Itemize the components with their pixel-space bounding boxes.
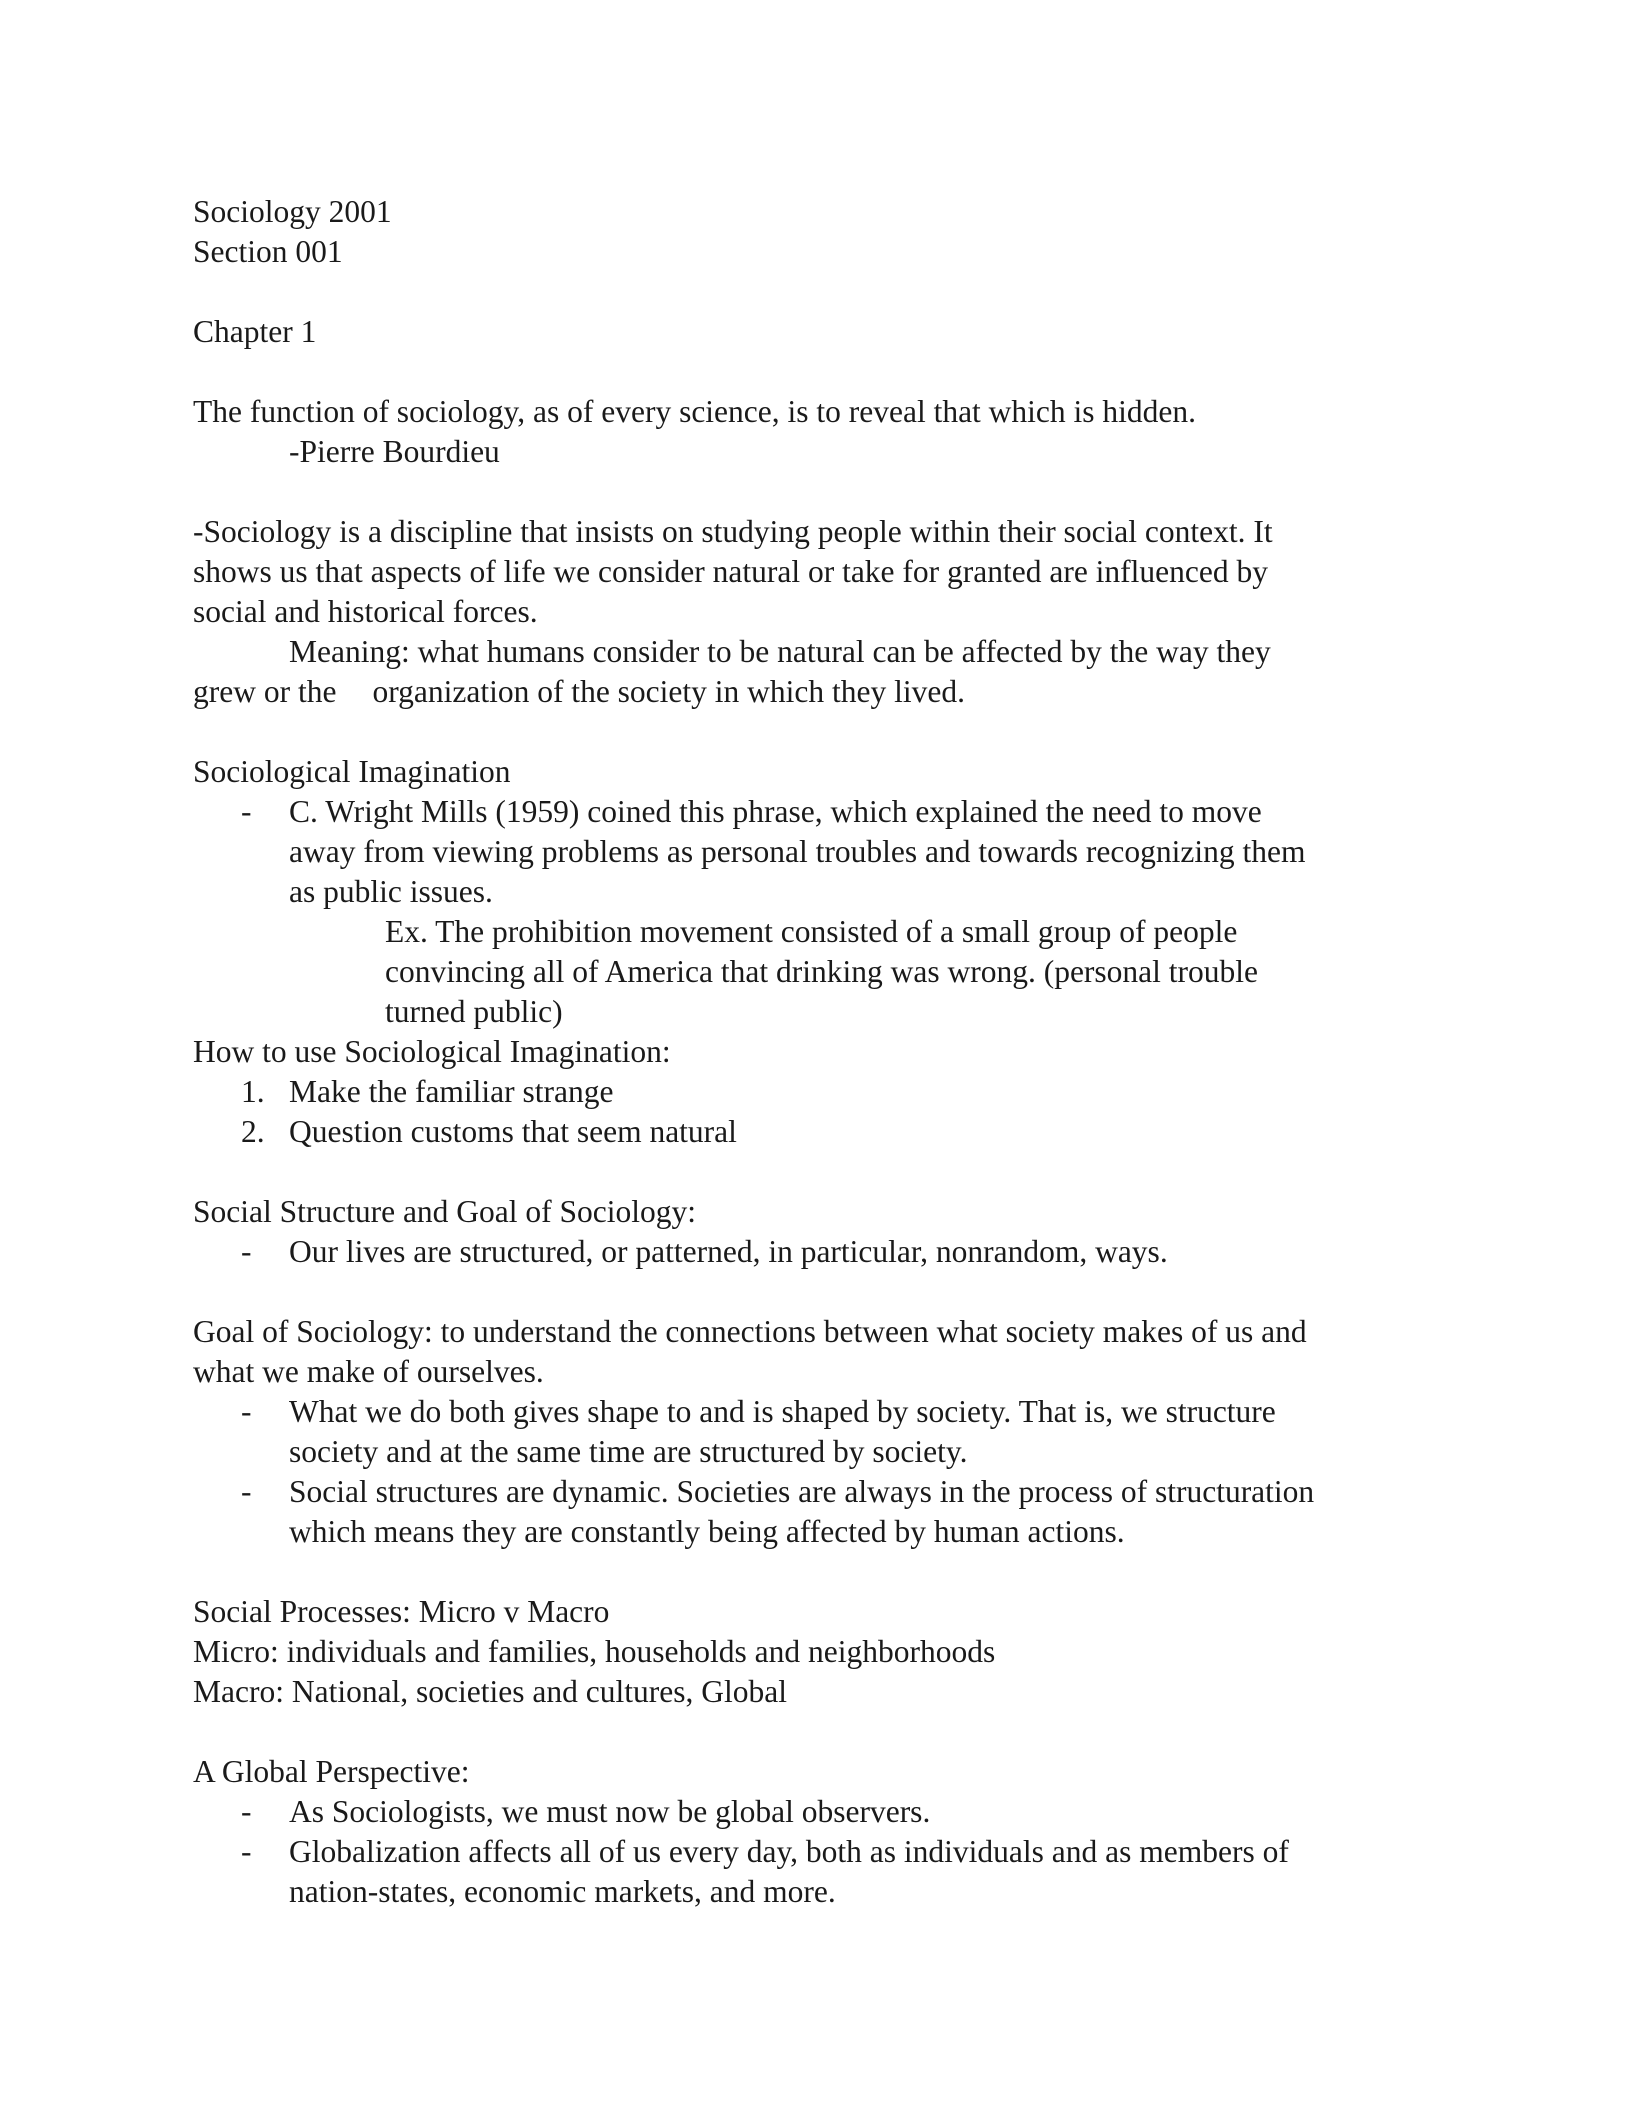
intro-line: shows us that aspects of life we consider natural or take for granted are influenced by: [193, 554, 1268, 589]
bullet-line: Our lives are structured, or patterned, in particular, nonrandom, ways.: [289, 1234, 1168, 1269]
example-block: [193, 912, 1453, 1032]
intro-line: social and historical forces.: [193, 594, 538, 629]
intro-line: -Sociology is a discipline that insists on studying people within their social context. It: [193, 514, 1273, 549]
example-line: convincing all of America that drinking was wrong. (personal trouble: [385, 954, 1259, 989]
chapter-heading: Chapter 1: [193, 314, 317, 349]
spacer: [193, 712, 1453, 752]
numbered-item: [193, 1112, 1453, 1152]
section-heading: A Global Perspective:: [193, 1754, 470, 1789]
spacer: [193, 272, 1453, 312]
section-heading: Social Structure and Goal of Sociology:: [193, 1194, 697, 1229]
spacer: [193, 1712, 1453, 1752]
item-number: 2.: [241, 1114, 265, 1149]
meaning-line: Meaning: what humans consider to be natural can be affected by the way they: [289, 634, 1271, 669]
bullet-item: [193, 1792, 1453, 1832]
section-heading: Sociological Imagination: [193, 754, 511, 789]
bullet-dash: -: [241, 1834, 252, 1869]
section-number: Section 001: [193, 234, 343, 269]
bullet-line: which means they are constantly being affected by human actions.: [289, 1514, 1125, 1549]
macro-line: Macro: National, societies and cultures, Global: [193, 1674, 787, 1709]
spacer: [193, 472, 1453, 512]
document-page: [193, 192, 1453, 1912]
numbered-item: [193, 1072, 1453, 1112]
howto-heading: How to use Sociological Imagination:: [193, 1034, 671, 1069]
bullet-line: nation-states, economic markets, and more.: [289, 1874, 836, 1909]
bullet-line: society and at the same time are structured by society.: [289, 1434, 968, 1469]
bullet-dash: -: [241, 1794, 252, 1829]
spacer: [193, 1552, 1453, 1592]
bullet-dash: -: [241, 1234, 252, 1269]
item-number: 1.: [241, 1074, 265, 1109]
example-line: Ex. The prohibition movement consisted of a small group of people: [385, 914, 1238, 949]
meaning-fragment: grew or the: [193, 674, 337, 709]
micro-line: Micro: individuals and families, households and neighborhoods: [193, 1634, 996, 1669]
spacer: [193, 352, 1453, 392]
bullet-line: Social structures are dynamic. Societies are always in the process of structuration: [289, 1474, 1315, 1509]
goal-line: what we make of ourselves.: [193, 1354, 544, 1389]
bullet-dash: -: [241, 1474, 252, 1509]
quote-text: The function of sociology, as of every science, is to reveal that which is hidden.: [193, 394, 1197, 429]
bullet-item: [193, 1472, 1453, 1552]
bullet-line: Globalization affects all of us every day, both as individuals and as members of: [289, 1834, 1289, 1869]
goal-line: Goal of Sociology: to understand the connections between what society makes of us and: [193, 1314, 1307, 1349]
item-text: Question customs that seem natural: [289, 1114, 737, 1149]
quote-author: -Pierre Bourdieu: [289, 434, 500, 469]
course-title: Sociology 2001: [193, 194, 392, 229]
bullet-line: What we do both gives shape to and is shaped by society. That is, we structure: [289, 1394, 1276, 1429]
bullet-item: [193, 1832, 1453, 1912]
bullet-dash: -: [241, 1394, 252, 1429]
bullet-line: away from viewing problems as personal troubles and towards recognizing them: [289, 834, 1306, 869]
bullet-line: As Sociologists, we must now be global observers.: [289, 1794, 931, 1829]
bullet-dash: -: [241, 794, 252, 829]
meaning-line-continued: [193, 672, 1453, 712]
bullet-item: [193, 792, 1453, 912]
bullet-item: [193, 1392, 1453, 1472]
spacer: [193, 1152, 1453, 1192]
intro-paragraph: [193, 512, 1453, 712]
item-text: Make the familiar strange: [289, 1074, 614, 1109]
meaning-fragment: organization of the society in which they lived.: [372, 674, 965, 709]
bullet-line: C. Wright Mills (1959) coined this phrase, which explained the need to move: [289, 794, 1262, 829]
spacer: [193, 1272, 1453, 1312]
bullet-line: as public issues.: [289, 874, 493, 909]
example-line: turned public): [385, 994, 563, 1029]
bullet-item: [193, 1232, 1453, 1272]
section-heading: Social Processes: Micro v Macro: [193, 1594, 610, 1629]
